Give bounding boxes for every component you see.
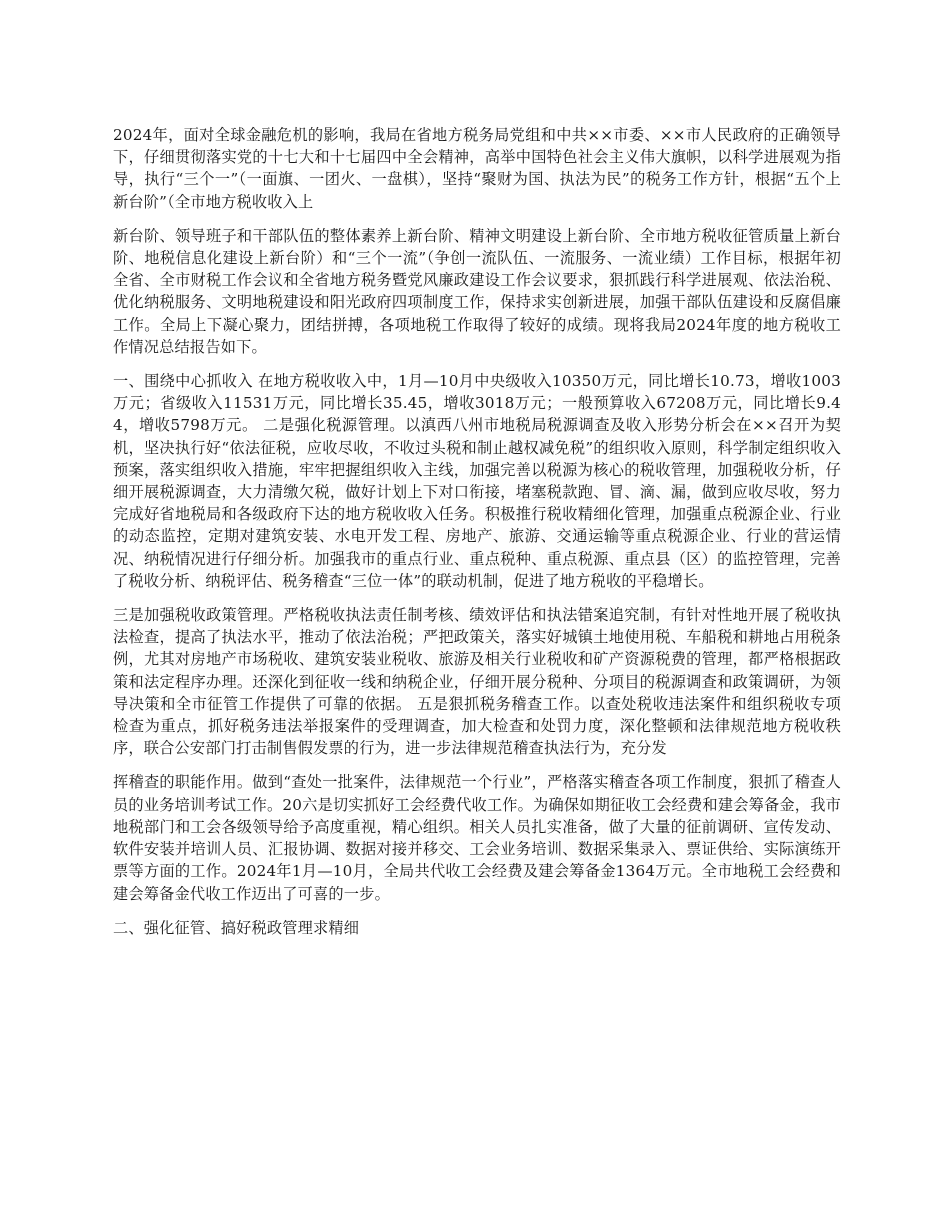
paragraph-intro: 2024年，面对全球金融危机的影响，我局在省地方税务局党组和中共××市委、××市人民政府的正确领导下，仔细贯彻落实党的十七大和十七届四中全会精神，高举中国特色社会主义伟大旗帜，以科学进展观为指导，执行“三个一”（一面旗、一团火、一盘棋），坚持“聚财为国、执法为民”的税务工作方针，根据“五个上新台阶”（全市地方税收收入上 — [113, 126, 841, 211]
paragraph-policy: 三是加强税收政策管理。严格税收执法责任制考核、绩效评估和执法错案追究制，有针对性地开展了税收执法检查，提高了执法水平，推动了依法治税；严把政策关，落实好城镇土地使用税、车船税和耕地占用税条例，尤其对房地产市场税收、建筑安装业税收、旅游及相关行业税收和矿产资源税费的管理，都严格根据政策和法定程序办理。还深化到征收一线和纳税企业，仔细开展分税种、分项目的税源调查和政策调研，为领导决策和全市征管工作提供了可靠的依据。 五是狠抓税务稽查工作。以查处税收违法案件和组织税收专项检查为重点，抓好税务违法举报案件的受理调查，加大检查和处罚力度，深化整顿和法律规范地方税收秩序，联合公安部门打击制售假发票的行为，进一步法律规范稽查执法行为，充分发 — [113, 606, 841, 758]
paragraph-goals: 新台阶、领导班子和干部队伍的整体素养上新台阶、精神文明建设上新台阶、全市地方税收征管质量上新台阶、地税信息化建设上新台阶）和“三个一流”（争创一流队伍、一流服务、一流业绩）工作目标，根据年初全省、全市财税工作会议和全省地方税务暨党风廉政建设工作会议要求，狠抓践行科学进展观、依法治税、优化纳税服务、文明地税建设和阳光政府四项制度工作，保持求实创新进展，加强干部队伍建设和反腐倡廉工作。全局上下凝心聚力，团结拼搏，各项地税工作取得了较好的成绩。现将我局2024年度的地方税收工作情况总结报告如下。 — [113, 226, 841, 356]
section-heading: 二、强化征管、搞好税政管理求精细 — [113, 918, 360, 937]
document-page — [113, 124, 841, 951]
paragraph-revenue: 一、围绕中心抓收入 在地方税收收入中，1月—10月中央级收入10350万元，同比增长10.73，增收1003万元；省级收入11531万元，同比增长35.45，增收3018万元；一般预算收入67208万元，同比增长9.44，增收5798万元。 二是强化税源管理。以滇西八州市地税局税源调查及收入形势分析会在××召开为契机，坚决执行好“依法征税，应收尽收，不收过头税和制止越权减免税”的组织收入原则，科学制定组织收入预案，落实组织收入措施，牢牢把握组织收入主线，加强完善以税源为核心的税收管理，加强税收分析，仔细开展税源调查，大力清缴欠税，做好计划上下对口衔接，堵塞税款跑、冒、滴、漏，做到应收尽收，努力完成好省地税局和各级政府下达的地方税收收入任务。积极推行税收精细化管理，加强重点税源企业、行业的动态监控，定期对建筑安装、水电开发工程、房地产、旅游、交通运输等重点税源企业、行业的营运情况、纳税情况进行仔细分析。加强我市的重点行业、重点税种、重点税源、重点县（区）的监控管理，完善了税收分析、纳税评估、税务稽查“三位一体”的联动机制，促进了地方税收的平稳增长。 — [113, 372, 841, 590]
paragraph-inspection: 挥稽查的职能作用。做到“查处一批案件，法律规范一个行业”，严格落实稽查各项工作制度，狠抓了稽查人员的业务培训考试工作。20六是切实抓好工会经费代收工作。为确保如期征收工会经费和建会筹备金，我市地税部门和工会各级领导给予高度重视，精心组织。相关人员扎实准备，做了大量的征前调研、宣传发动、软件安装并培训人员、汇报协调、数据对接并移交、工会业务培训、数据采集录入、票证供给、实际演练开票等方面的工作。2024年1月—10月，全局共代收工会经费及建会筹备金1364万元。全市地税工会经费和建会筹备金代收工作迈出了可喜的一步。 — [113, 773, 841, 903]
